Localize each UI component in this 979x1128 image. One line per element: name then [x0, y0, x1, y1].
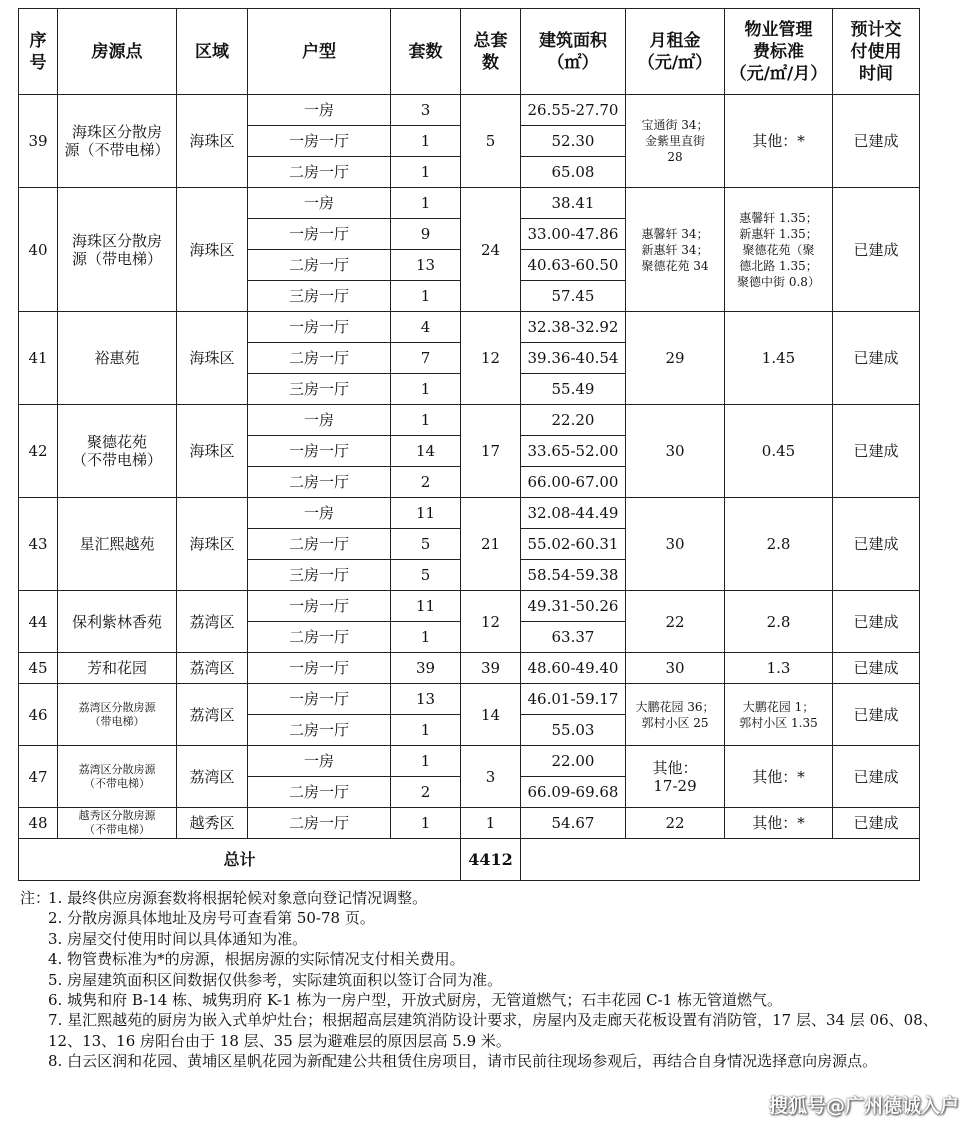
area-cell: 55.03 [521, 715, 626, 746]
note-item [20, 888, 950, 908]
rent-cell: 其他： 17-29 [626, 746, 725, 808]
note-prefix [20, 908, 48, 928]
unit-type-cell: 二房一厅 [248, 343, 391, 374]
unit-count-cell: 1 [391, 281, 461, 312]
delivery-cell: 已建成 [833, 188, 920, 312]
delivery-cell: 已建成 [833, 312, 920, 405]
total-cell: 17 [461, 405, 521, 498]
fee-cell: 惠馨轩 1.35； 新惠轩 1.35； 聚德花苑（聚 德北路 1.35； 聚德中街 0.8） [725, 188, 833, 312]
note-prefix: 注： [20, 889, 51, 907]
area-cell: 22.00 [521, 746, 626, 777]
total-cell: 12 [461, 312, 521, 405]
fee-cell: 1.3 [725, 653, 833, 684]
area-cell: 38.41 [521, 188, 626, 219]
unit-count-cell: 11 [391, 591, 461, 622]
table-body [19, 95, 920, 881]
delivery-cell: 已建成 [833, 95, 920, 188]
note-item [20, 1010, 950, 1051]
area-cell: 66.00-67.00 [521, 467, 626, 498]
seq-cell: 47 [19, 746, 58, 808]
fee-cell: 其他：* [725, 808, 833, 839]
fee-cell: 其他：* [725, 746, 833, 808]
area-cell: 32.08-44.49 [521, 498, 626, 529]
area-cell: 33.65-52.00 [521, 436, 626, 467]
seq-cell: 40 [19, 188, 58, 312]
column-header: 建筑面积 （㎡） [521, 9, 626, 95]
rent-cell: 30 [626, 653, 725, 684]
total-cell: 1 [461, 808, 521, 839]
table-row [19, 746, 920, 777]
unit-type-cell: 三房一厅 [248, 560, 391, 591]
seq-cell: 48 [19, 808, 58, 839]
name-cell: 芳和花园 [58, 653, 177, 684]
fee-cell: 2.8 [725, 498, 833, 591]
delivery-cell: 已建成 [833, 653, 920, 684]
total-cell: 24 [461, 188, 521, 312]
unit-type-cell: 二房一厅 [248, 250, 391, 281]
district-cell: 荔湾区 [177, 684, 248, 746]
area-cell: 55.49 [521, 374, 626, 405]
area-cell: 33.00-47.86 [521, 219, 626, 250]
area-cell: 65.08 [521, 157, 626, 188]
unit-count-cell: 2 [391, 467, 461, 498]
unit-count-cell: 9 [391, 219, 461, 250]
area-cell: 32.38-32.92 [521, 312, 626, 343]
total-row [19, 839, 920, 881]
column-header: 总套 数 [461, 9, 521, 95]
table-row [19, 591, 920, 622]
seq-cell: 43 [19, 498, 58, 591]
unit-count-cell: 14 [391, 436, 461, 467]
total-cell: 14 [461, 684, 521, 746]
unit-type-cell: 二房一厅 [248, 622, 391, 653]
unit-type-cell: 一房一厅 [248, 436, 391, 467]
area-cell: 52.30 [521, 126, 626, 157]
name-cell: 荔湾区分散房源 （不带电梯） [58, 746, 177, 808]
unit-type-cell: 一房 [248, 405, 391, 436]
delivery-cell: 已建成 [833, 746, 920, 808]
total-empty [521, 839, 920, 881]
unit-count-cell: 1 [391, 188, 461, 219]
unit-type-cell: 一房一厅 [248, 591, 391, 622]
note-prefix [20, 1051, 48, 1071]
unit-type-cell: 一房一厅 [248, 653, 391, 684]
column-header: 月租金 （元/㎡） [626, 9, 725, 95]
district-cell: 海珠区 [177, 95, 248, 188]
area-cell: 39.36-40.54 [521, 343, 626, 374]
delivery-cell: 已建成 [833, 808, 920, 839]
name-cell: 越秀区分散房源 （不带电梯） [58, 808, 177, 839]
unit-count-cell: 13 [391, 684, 461, 715]
unit-count-cell: 1 [391, 374, 461, 405]
unit-count-cell: 1 [391, 622, 461, 653]
unit-count-cell: 3 [391, 95, 461, 126]
unit-type-cell: 二房一厅 [248, 467, 391, 498]
rent-cell: 29 [626, 312, 725, 405]
note-prefix [20, 970, 48, 990]
delivery-cell: 已建成 [833, 498, 920, 591]
seq-cell: 44 [19, 591, 58, 653]
column-header: 户型 [248, 9, 391, 95]
column-header: 区域 [177, 9, 248, 95]
note-text: 5. 房屋建筑面积区间数据仅供参考，实际建筑面积以签订合同为准。 [48, 970, 503, 989]
column-header: 序 号 [19, 9, 58, 95]
total-cell: 12 [461, 591, 521, 653]
unit-count-cell: 11 [391, 498, 461, 529]
area-cell: 40.63-60.50 [521, 250, 626, 281]
area-cell: 66.09-69.68 [521, 777, 626, 808]
unit-type-cell: 一房一厅 [248, 219, 391, 250]
note-item [20, 949, 950, 969]
rent-cell: 惠馨轩 34； 新惠轩 34； 聚德花苑 34 [626, 188, 725, 312]
column-header: 预计交 付使用 时间 [833, 9, 920, 95]
area-cell: 58.54-59.38 [521, 560, 626, 591]
rent-cell: 大鹏花园 36； 郭村小区 25 [626, 684, 725, 746]
note-text: 6. 城隽和府 B-14 栋、城隽玥府 K-1 栋为一房户型，开放式厨房，无管道燃气；石丰花园 C-1 栋无管道燃气。 [48, 991, 782, 1010]
district-cell: 荔湾区 [177, 591, 248, 653]
unit-type-cell: 一房 [248, 95, 391, 126]
notes [20, 888, 950, 1072]
note-item [20, 990, 950, 1010]
name-cell: 保利紫林香苑 [58, 591, 177, 653]
note-prefix [20, 929, 48, 949]
rent-cell: 22 [626, 808, 725, 839]
column-header: 套数 [391, 9, 461, 95]
note-item [20, 929, 950, 949]
total-cell: 39 [461, 653, 521, 684]
seq-cell: 39 [19, 95, 58, 188]
unit-type-cell: 三房一厅 [248, 374, 391, 405]
unit-count-cell: 39 [391, 653, 461, 684]
delivery-cell: 已建成 [833, 591, 920, 653]
total-cell: 5 [461, 95, 521, 188]
unit-count-cell: 1 [391, 715, 461, 746]
seq-cell: 42 [19, 405, 58, 498]
area-cell: 46.01-59.17 [521, 684, 626, 715]
unit-count-cell: 1 [391, 808, 461, 839]
note-item [20, 1051, 950, 1071]
delivery-cell: 已建成 [833, 405, 920, 498]
table-row [19, 405, 920, 436]
area-cell: 63.37 [521, 622, 626, 653]
district-cell: 荔湾区 [177, 746, 248, 808]
fee-cell: 1.45 [725, 312, 833, 405]
unit-type-cell: 三房一厅 [248, 281, 391, 312]
rent-cell: 宝通街 34； 金紫里直街 28 [626, 95, 725, 188]
seq-cell: 46 [19, 684, 58, 746]
unit-type-cell: 二房一厅 [248, 157, 391, 188]
unit-type-cell: 一房 [248, 188, 391, 219]
delivery-cell: 已建成 [833, 684, 920, 746]
seq-cell: 45 [19, 653, 58, 684]
name-cell: 聚德花苑 （不带电梯） [58, 405, 177, 498]
table-row [19, 312, 920, 343]
unit-count-cell: 1 [391, 157, 461, 188]
area-cell: 54.67 [521, 808, 626, 839]
note-prefix [20, 990, 48, 1010]
note-item [20, 970, 950, 990]
unit-type-cell: 一房一厅 [248, 126, 391, 157]
unit-type-cell: 二房一厅 [248, 529, 391, 560]
rent-cell: 30 [626, 498, 725, 591]
unit-count-cell: 5 [391, 560, 461, 591]
fee-cell: 大鹏花园 1； 郭村小区 1.35 [725, 684, 833, 746]
table-row [19, 684, 920, 715]
seq-cell: 41 [19, 312, 58, 405]
district-cell: 海珠区 [177, 312, 248, 405]
name-cell: 星汇熙越苑 [58, 498, 177, 591]
district-cell: 越秀区 [177, 808, 248, 839]
unit-count-cell: 1 [391, 126, 461, 157]
note-text: 8. 白云区润和花园、黄埔区星帆花园为新配建公共租赁住房项目，请市民前往现场参观后，再结合自身情况选择意向房源点。 [48, 1052, 878, 1071]
name-cell: 海珠区分散房 源（不带电梯） [58, 95, 177, 188]
unit-type-cell: 一房 [248, 746, 391, 777]
district-cell: 海珠区 [177, 188, 248, 312]
table-row [19, 653, 920, 684]
area-cell: 26.55-27.70 [521, 95, 626, 126]
area-cell: 57.45 [521, 281, 626, 312]
district-cell: 海珠区 [177, 405, 248, 498]
district-cell: 荔湾区 [177, 653, 248, 684]
table-row [19, 188, 920, 219]
area-cell: 49.31-50.26 [521, 591, 626, 622]
table-row [19, 808, 920, 839]
fee-cell: 0.45 [725, 405, 833, 498]
column-header: 物业管理 费标准 （元/㎡/月） [725, 9, 833, 95]
district-cell: 海珠区 [177, 498, 248, 591]
total-cell: 3 [461, 746, 521, 808]
area-cell: 55.02-60.31 [521, 529, 626, 560]
unit-type-cell: 二房一厅 [248, 715, 391, 746]
name-cell: 荔湾区分散房源 （带电梯） [58, 684, 177, 746]
unit-count-cell: 1 [391, 746, 461, 777]
unit-type-cell: 一房 [248, 498, 391, 529]
rent-cell: 30 [626, 405, 725, 498]
unit-type-cell: 一房一厅 [248, 312, 391, 343]
table-row [19, 95, 920, 126]
watermark: 搜狐号@广州德诚入户 [768, 1095, 959, 1117]
table-row [19, 498, 920, 529]
unit-count-cell: 5 [391, 529, 461, 560]
unit-count-cell: 13 [391, 250, 461, 281]
header-row [19, 9, 920, 95]
note-text: 3. 房屋交付使用时间以具体通知为准。 [48, 929, 308, 948]
fee-cell: 其他：* [725, 95, 833, 188]
area-cell: 48.60-49.40 [521, 653, 626, 684]
note-text: 7. 星汇熙越苑的厨房为嵌入式单炉灶台；根据超高层建筑消防设计要求，房屋内及走廊天花板设置有消防管，17 层、34 层 06、08、12、13、16 房阳台由于 18 层、35 层为避难层的原因层高 5.9 米。 [48, 1011, 938, 1050]
area-cell: 22.20 [521, 405, 626, 436]
housing-table [18, 8, 920, 881]
unit-type-cell: 二房一厅 [248, 777, 391, 808]
unit-count-cell: 2 [391, 777, 461, 808]
note-prefix [20, 1010, 48, 1051]
name-cell: 海珠区分散房 源（带电梯） [58, 188, 177, 312]
note-item [20, 908, 950, 928]
name-cell: 裕惠苑 [58, 312, 177, 405]
rent-cell: 22 [626, 591, 725, 653]
total-cell: 21 [461, 498, 521, 591]
note-text: 4. 物管费标准为*的房源，根据房源的实际情况支付相关费用。 [48, 950, 465, 969]
unit-count-cell: 4 [391, 312, 461, 343]
unit-count-cell: 1 [391, 405, 461, 436]
unit-count-cell: 7 [391, 343, 461, 374]
note-prefix [20, 949, 48, 969]
fee-cell: 2.8 [725, 591, 833, 653]
unit-type-cell: 一房一厅 [248, 684, 391, 715]
unit-type-cell: 二房一厅 [248, 808, 391, 839]
column-header: 房源点 [58, 9, 177, 95]
total-label: 总计 [19, 839, 461, 881]
total-value: 4412 [461, 839, 521, 881]
note-text: 2. 分散房源具体地址及房号可查看第 50-78 页。 [48, 909, 375, 928]
note-text: 1. 最终供应房源套数将根据轮候对象意向登记情况调整。 [48, 889, 428, 907]
